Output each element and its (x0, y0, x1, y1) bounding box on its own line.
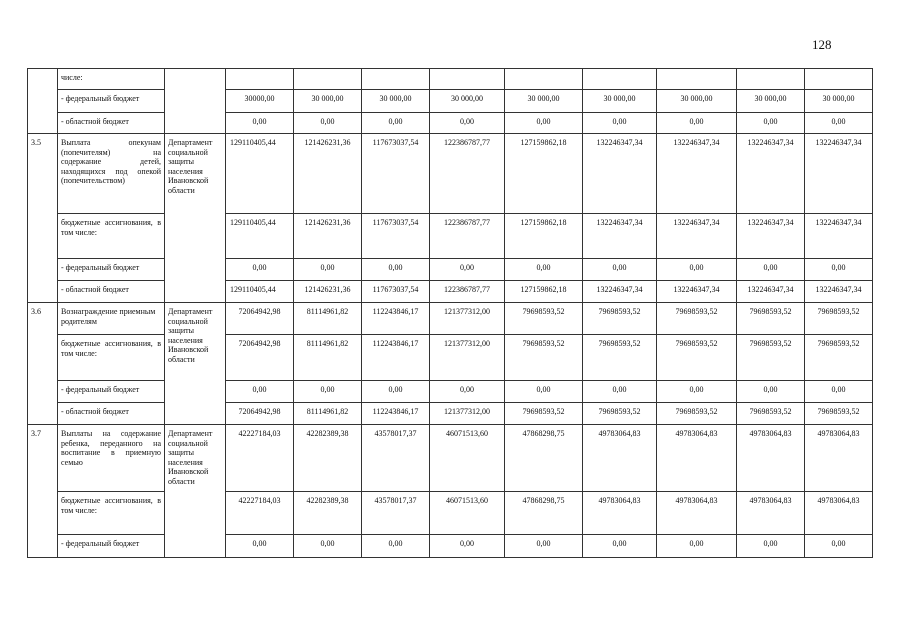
value-cell: 30 000,00 (294, 90, 362, 113)
value-cell: 0,00 (294, 113, 362, 134)
value-cell: 0,00 (226, 259, 294, 281)
value-cell: 0,00 (657, 113, 737, 134)
value-cell: 49783064,83 (805, 425, 873, 492)
value-cell: 121426231,36 (294, 134, 362, 214)
value-cell: 0,00 (362, 535, 430, 558)
row-label: - областной бюджет (58, 403, 165, 425)
value-cell: 0,00 (294, 259, 362, 281)
value-cell: 46071513,60 (430, 492, 505, 535)
value-cell: 30 000,00 (737, 90, 805, 113)
value-cell: 122386787,77 (430, 214, 505, 259)
value-cell: 0,00 (657, 381, 737, 403)
value-cell: 30 000,00 (805, 90, 873, 113)
value-cell: 121377312,00 (430, 403, 505, 425)
value-cell: 0,00 (583, 113, 657, 134)
value-cell: 0,00 (226, 113, 294, 134)
row-label: - областной бюджет (58, 281, 165, 303)
value-cell: 0,00 (505, 113, 583, 134)
value-cell: 43578017,37 (362, 492, 430, 535)
value-cell: 42227184,03 (226, 425, 294, 492)
value-cell (657, 69, 737, 90)
value-cell: 79698593,52 (657, 335, 737, 381)
value-cell: 46071513,60 (430, 425, 505, 492)
row-label: Выплаты на содержание ребенка, переданного на воспитание в приемную семью (58, 425, 165, 492)
value-cell: 79698593,52 (505, 403, 583, 425)
value-cell: 81114961,82 (294, 303, 362, 335)
value-cell: 72064942,98 (226, 403, 294, 425)
value-cell: 0,00 (362, 113, 430, 134)
value-cell: 112243846,17 (362, 335, 430, 381)
value-cell: 0,00 (362, 259, 430, 281)
value-cell: 0,00 (805, 259, 873, 281)
section-index: 3.6 (28, 303, 58, 425)
value-cell: 0,00 (737, 113, 805, 134)
value-cell: 47868298,75 (505, 425, 583, 492)
value-cell: 132246347,34 (657, 214, 737, 259)
value-cell: 0,00 (505, 381, 583, 403)
value-cell: 30 000,00 (505, 90, 583, 113)
value-cell: 132246347,34 (805, 134, 873, 214)
value-cell (430, 69, 505, 90)
value-cell: 129110405,44 (226, 281, 294, 303)
value-cell: 0,00 (583, 535, 657, 558)
value-cell: 79698593,52 (737, 303, 805, 335)
value-cell: 79698593,52 (505, 335, 583, 381)
value-cell: 49783064,83 (737, 492, 805, 535)
value-cell: 72064942,98 (226, 335, 294, 381)
value-cell: 122386787,77 (430, 281, 505, 303)
row-label: бюджетные ассигнования, в том числе: (58, 335, 165, 381)
value-cell: 30000,00 (226, 90, 294, 113)
value-cell: 79698593,52 (737, 403, 805, 425)
table-row (28, 259, 873, 281)
value-cell: 0,00 (294, 381, 362, 403)
value-cell: 112243846,17 (362, 303, 430, 335)
value-cell: 79698593,52 (805, 403, 873, 425)
value-cell (362, 69, 430, 90)
value-cell: 121426231,36 (294, 214, 362, 259)
value-cell: 0,00 (737, 535, 805, 558)
value-cell: 43578017,37 (362, 425, 430, 492)
table-row (28, 403, 873, 425)
table-row (28, 134, 873, 214)
value-cell: 79698593,52 (583, 303, 657, 335)
department-cell: Департамент социальной защиты населения Ивановской области (165, 303, 226, 425)
value-cell: 47868298,75 (505, 492, 583, 535)
value-cell: 121377312,00 (430, 335, 505, 381)
value-cell (583, 69, 657, 90)
row-label: бюджетные ассигнования, в том числе: (58, 214, 165, 259)
table-row (28, 69, 873, 90)
value-cell: 132246347,34 (583, 214, 657, 259)
row-label: - федеральный бюджет (58, 259, 165, 281)
value-cell: 79698593,52 (805, 303, 873, 335)
value-cell: 0,00 (805, 113, 873, 134)
value-cell: 132246347,34 (805, 214, 873, 259)
row-label: - федеральный бюджет (58, 535, 165, 558)
table-row (28, 281, 873, 303)
value-cell: 79698593,52 (805, 335, 873, 381)
value-cell: 42282389,38 (294, 492, 362, 535)
value-cell: 49783064,83 (657, 492, 737, 535)
value-cell: 0,00 (505, 535, 583, 558)
table-row (28, 535, 873, 558)
value-cell: 49783064,83 (583, 492, 657, 535)
value-cell: 112243846,17 (362, 403, 430, 425)
value-cell: 49783064,83 (737, 425, 805, 492)
table-row (28, 113, 873, 134)
value-cell: 79698593,52 (505, 303, 583, 335)
value-cell: 0,00 (362, 381, 430, 403)
value-cell: 117673037,54 (362, 214, 430, 259)
table-row (28, 381, 873, 403)
value-cell: 132246347,34 (583, 134, 657, 214)
value-cell: 127159862,18 (505, 134, 583, 214)
value-cell: 0,00 (737, 381, 805, 403)
value-cell: 132246347,34 (805, 281, 873, 303)
value-cell: 79698593,52 (737, 335, 805, 381)
value-cell: 79698593,52 (583, 403, 657, 425)
value-cell: 30 000,00 (362, 90, 430, 113)
row-label: - федеральный бюджет (58, 90, 165, 113)
department-cell (165, 69, 226, 134)
value-cell: 49783064,83 (805, 492, 873, 535)
department-cell: Департамент социальной защиты населения Ивановской области (165, 425, 226, 558)
value-cell: 0,00 (805, 535, 873, 558)
value-cell: 0,00 (294, 535, 362, 558)
value-cell: 49783064,83 (657, 425, 737, 492)
value-cell: 79698593,52 (657, 303, 737, 335)
value-cell: 0,00 (505, 259, 583, 281)
table-row (28, 214, 873, 259)
value-cell: 132246347,34 (737, 281, 805, 303)
value-cell: 121377312,00 (430, 303, 505, 335)
value-cell: 132246347,34 (737, 214, 805, 259)
value-cell: 0,00 (657, 259, 737, 281)
value-cell: 0,00 (430, 535, 505, 558)
value-cell: 0,00 (805, 381, 873, 403)
row-label: Вознаграждение приемным родителям (58, 303, 165, 335)
value-cell: 129110405,44 (226, 134, 294, 214)
value-cell: 0,00 (583, 381, 657, 403)
value-cell: 0,00 (657, 535, 737, 558)
budget-table (27, 68, 873, 558)
value-cell (737, 69, 805, 90)
table-row (28, 492, 873, 535)
value-cell: 0,00 (583, 259, 657, 281)
table-row (28, 303, 873, 335)
department-cell: Департамент социальной защиты населения Ивановской области (165, 134, 226, 303)
value-cell: 127159862,18 (505, 214, 583, 259)
table-row (28, 425, 873, 492)
value-cell: 81114961,82 (294, 403, 362, 425)
value-cell (805, 69, 873, 90)
value-cell: 42282389,38 (294, 425, 362, 492)
value-cell: 132246347,34 (583, 281, 657, 303)
row-label: Выплата опекунам (попечителям) на содержание детей, находящихся под опекой (попечительством) (58, 134, 165, 214)
value-cell: 117673037,54 (362, 281, 430, 303)
value-cell (294, 69, 362, 90)
value-cell: 0,00 (737, 259, 805, 281)
value-cell: 81114961,82 (294, 335, 362, 381)
value-cell: 49783064,83 (583, 425, 657, 492)
value-cell: 30 000,00 (430, 90, 505, 113)
value-cell: 132246347,34 (657, 134, 737, 214)
value-cell: 132246347,34 (657, 281, 737, 303)
table-row (28, 90, 873, 113)
section-index: 3.7 (28, 425, 58, 558)
value-cell: 0,00 (430, 113, 505, 134)
value-cell: 0,00 (430, 259, 505, 281)
value-cell: 132246347,34 (737, 134, 805, 214)
index-cell (28, 69, 58, 134)
value-cell: 30 000,00 (583, 90, 657, 113)
value-cell: 121426231,36 (294, 281, 362, 303)
table-row (28, 335, 873, 381)
value-cell: 0,00 (430, 381, 505, 403)
page-number: 128 (812, 37, 832, 52)
value-cell (505, 69, 583, 90)
value-cell: 117673037,54 (362, 134, 430, 214)
value-cell: 0,00 (226, 535, 294, 558)
value-cell: 72064942,98 (226, 303, 294, 335)
row-label: - федеральный бюджет (58, 381, 165, 403)
value-cell: 79698593,52 (583, 335, 657, 381)
value-cell: 127159862,18 (505, 281, 583, 303)
value-cell: 122386787,77 (430, 134, 505, 214)
row-label: бюджетные ассигнования, в том числе: (58, 492, 165, 535)
value-cell: 42227184,03 (226, 492, 294, 535)
value-cell: 79698593,52 (657, 403, 737, 425)
value-cell: 30 000,00 (657, 90, 737, 113)
row-label: числе: (58, 69, 165, 90)
value-cell: 0,00 (226, 381, 294, 403)
value-cell: 129110405,44 (226, 214, 294, 259)
row-label: - областной бюджет (58, 113, 165, 134)
value-cell (226, 69, 294, 90)
section-index: 3.5 (28, 134, 58, 303)
